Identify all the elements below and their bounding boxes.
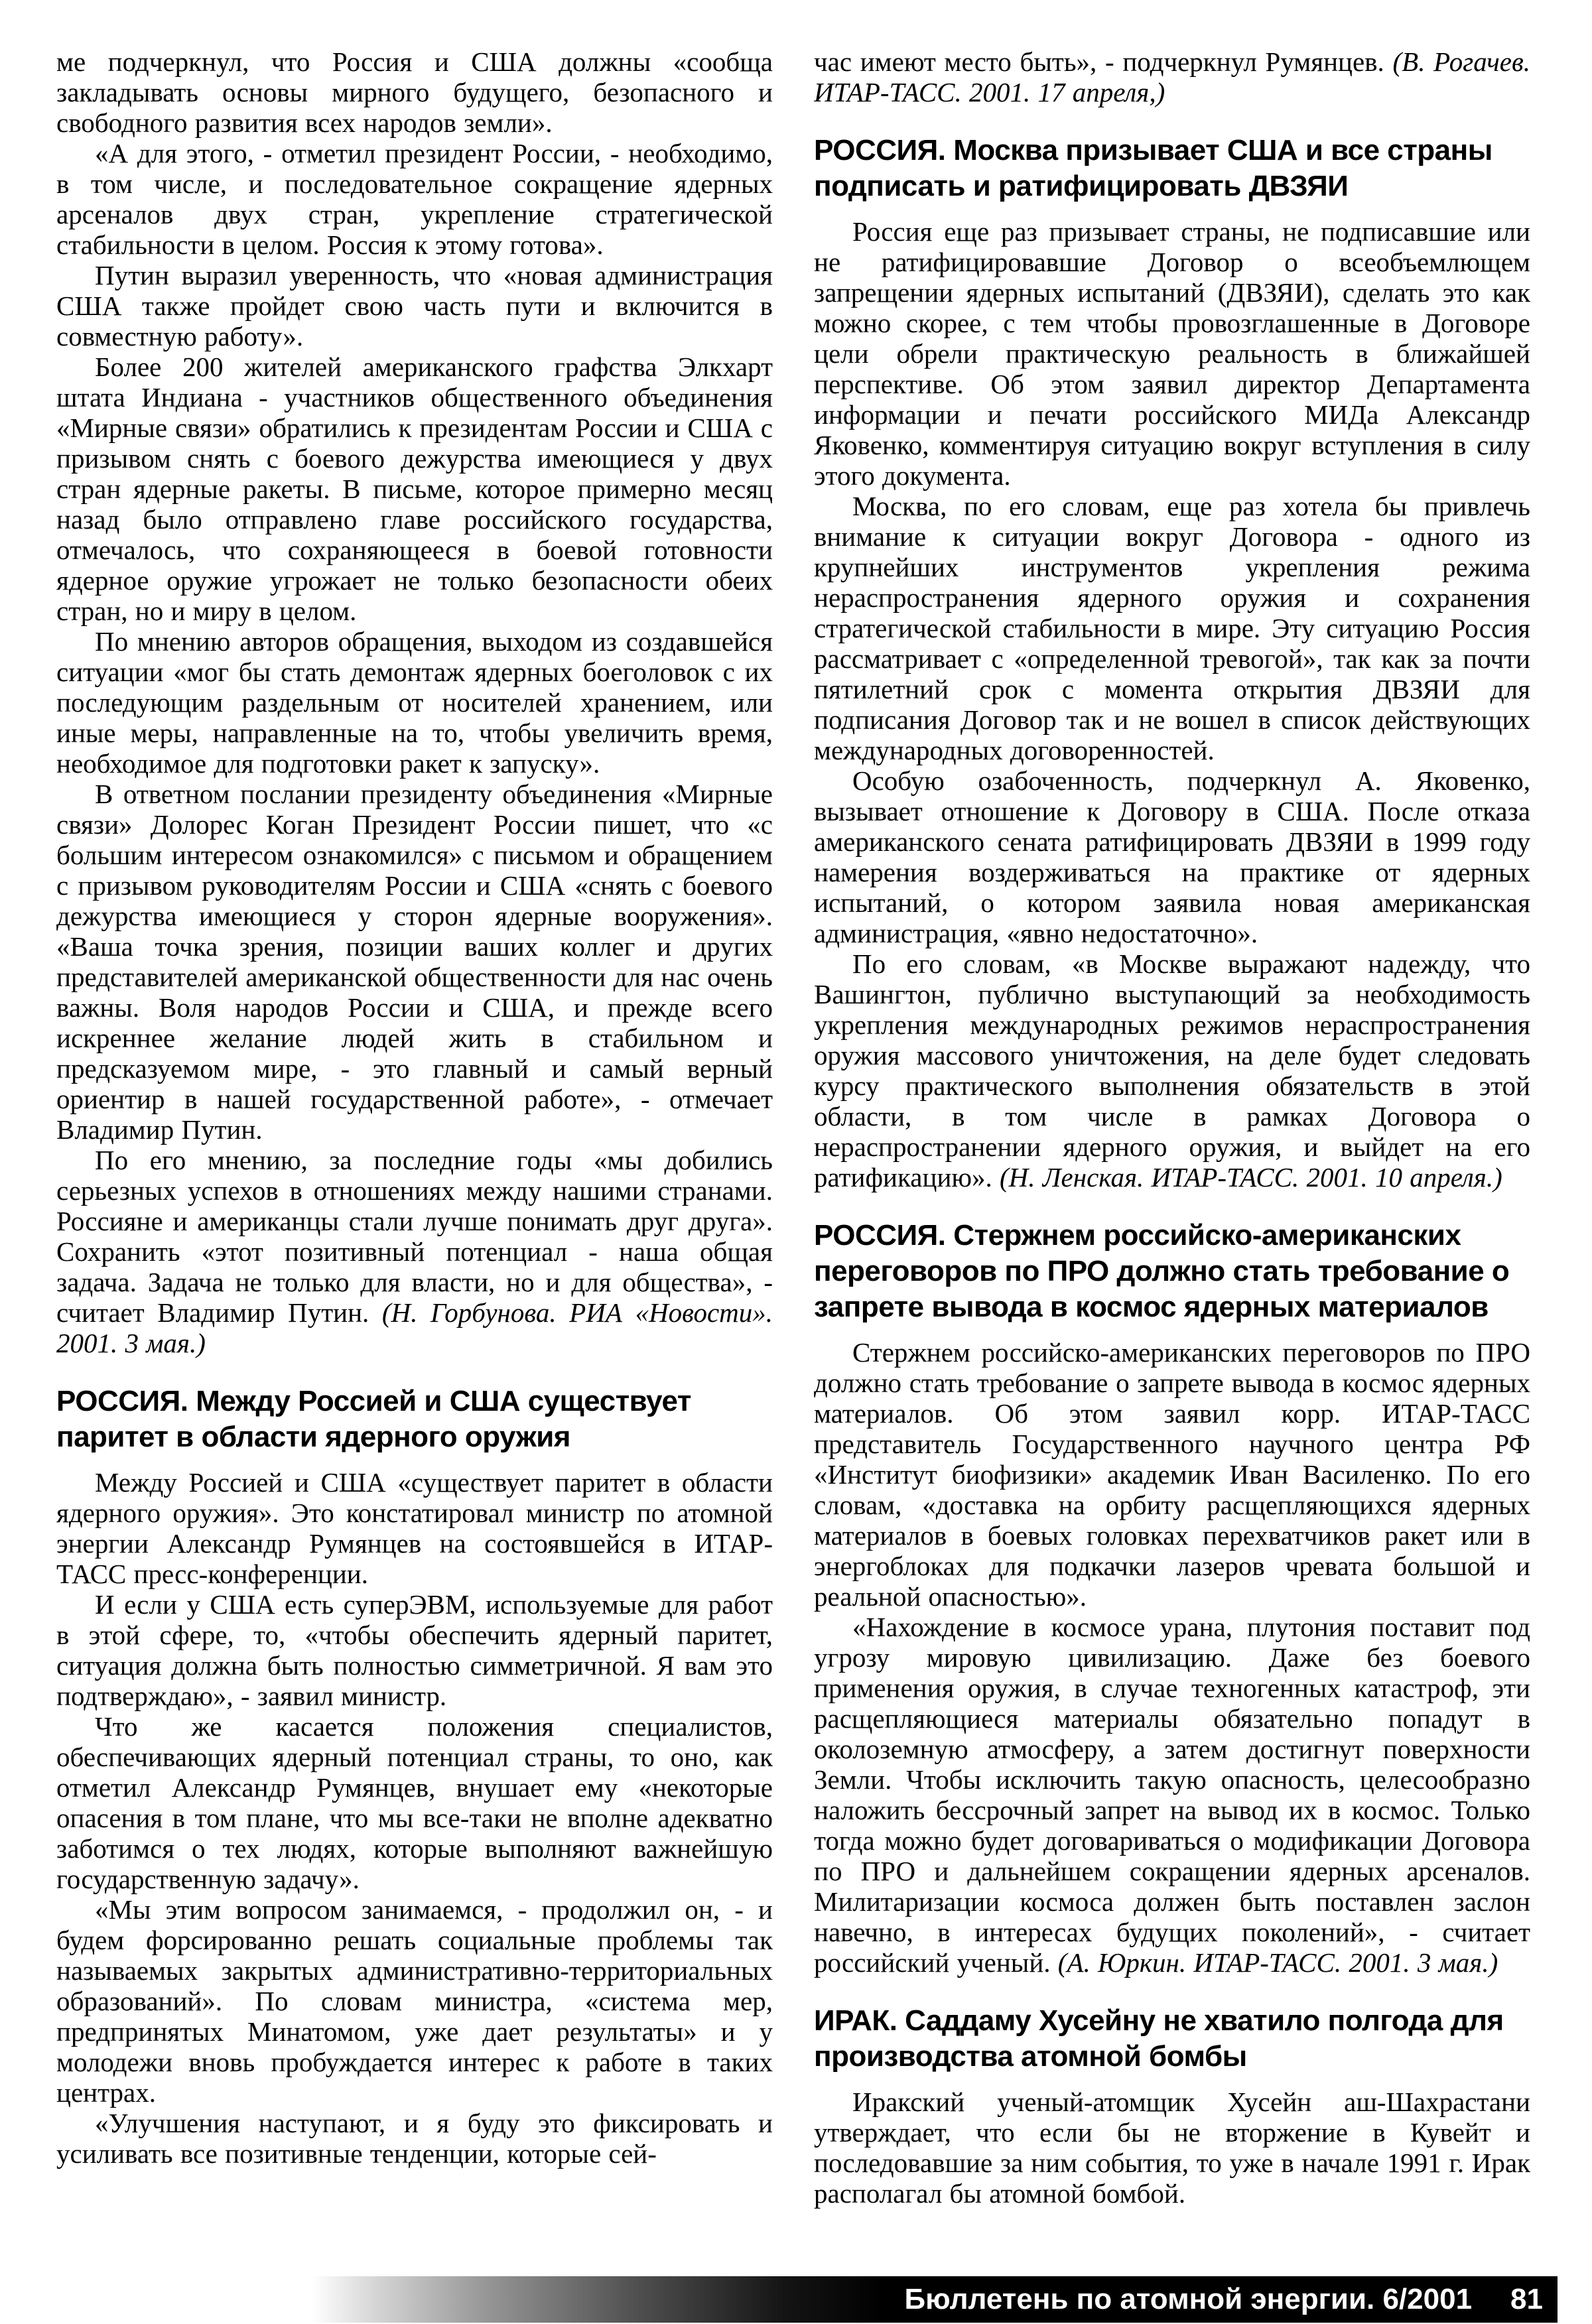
paragraph: час имеют место быть», - подчеркнул Румянцев. (В. Рогачев. ИТАР-ТАСС. 2001. 17 апреля,): [814, 46, 1530, 107]
column-right: [814, 46, 1530, 2268]
paragraph: Путин выразил уверенность, что «новая администрация США также пройдет свою часть пути и включится в совместную работу».: [56, 260, 773, 352]
paragraph: Особую озабоченность, подчеркнул А. Яковенко, вызывает отношение к Договору в США. После отказа американского сената ратифицировать ДВЗЯИ в 1999 году намерения воздерживаться на практике от ядерных испытаний, о котором заявила новая американская администрация, «явно недостаточно».: [814, 765, 1530, 948]
column-left: [56, 46, 773, 2268]
section-heading: РОССИЯ. Москва призывает США и все страны подписать и ратифицировать ДВЗЯИ: [814, 134, 1492, 202]
section-heading: ИРАК. Саддаму Хусейну не хватило полгода для производства атомной бомбы: [814, 2004, 1504, 2073]
paragraph: Россия еще раз призывает страны, не подписавшие или не ратифицировавшие Договор о всеобъемлющем запрещении ядерных испытаний (ДВЗЯИ), сделать это как можно скорее, с тем чтобы провозглашенные в Договоре цели обрели практическую реальность в ближайшей перспективе. Об этом заявил директор Департамента информации и печати российского МИДа Александр Яковенко, комментируя ситуацию вокруг вступления в силу этого документа.: [814, 216, 1530, 491]
source-citation: (В. Рогачев. ИТАР-ТАСС. 2001. 17 апреля,): [814, 46, 1530, 107]
paragraph: Что же касается положения специалистов, обеспечивающих ядерный потенциал страны, то оно, как отметил Александр Румянцев, внушает ему «некоторые опасения в том плане, что мы все-таки не вполне адекватно заботимся о тех людях, которые выполняют важнейшую государственную задачу».: [56, 1711, 773, 1894]
footer-text: [904, 2276, 1543, 2323]
paragraph: Между Россией и США «существует паритет в области ядерного оружия». Это констатировал министр по атомной энергии Александр Румянцев на состоявшейся в ИТАР-ТАСС пресс-конференции.: [56, 1467, 773, 1589]
source-citation: (А. Юркин. ИТАР-ТАСС. 2001. 3 мая.): [1057, 1947, 1498, 1978]
text-columns: [56, 46, 1530, 2268]
paragraph: ме подчеркнул, что Россия и США должны «сообща закладывать основы мирного будущего, безопасного и свободного развития всех народов земли».: [56, 46, 773, 138]
footer-page-number: 81: [1510, 2283, 1543, 2315]
footer-journal-label: Бюллетень по атомной энергии. 6/2001: [904, 2283, 1473, 2315]
section-heading: РОССИЯ. Стержнем российско-американских переговоров по ПРО должно стать требование о запрете вывода в космос ядерных материалов: [814, 1219, 1510, 1323]
paragraph: И если у США есть суперЭВМ, используемые для работ в этой сфере, то, «чтобы обеспечить ядерный паритет, ситуация должна быть полностью симметричной. Я вам это подтверждаю», - заявил министр.: [56, 1589, 773, 1711]
paragraph: Стержнем российско-американских переговоров по ПРО должно стать требование о запрете вывода в космос ядерных материалов. Об этом заявил корр. ИТАР-ТАСС представитель Государственного научного центра РФ «Институт биофизики» академик Иван Василенко. По его словам, «доставка на орбиту расщепляющихся ядерных материалов в боевых головках перехватчиков ракет или в энергоблоках для подкачки лазеров чревата большой и реальной опасностью».: [814, 1337, 1530, 1612]
paragraph: Иракский ученый-атомщик Хусейн аш-Шахрастани утверждает, что если бы не вторжение в Кувейт и последовавшие за ним события, то уже в начале 1991 г. Ирак располагал бы атомной бомбой.: [814, 2087, 1530, 2209]
paragraph: По его мнению, за последние годы «мы добились серьезных успехов в отношениях между нашими странами. Россияне и американцы стали лучше понимать друг друга». Сохранить «этот позитивный потенциал - наша общая задача. Задача не только для власти, но и для общества», - считает Владимир Путин. (Н. Горбунова. РИА «Новости». 2001. 3 мая.): [56, 1145, 773, 1358]
paragraph: По мнению авторов обращения, выходом из создавшейся ситуации «мог бы стать демонтаж ядерных боеголовок с их последующим раздельным от носителей хранением, или иные меры, направленные на то, чтобы увеличить время, необходимое для подготовки ракет к запуску».: [56, 626, 773, 779]
paragraph: «Улучшения наступают, и я буду это фиксировать и усиливать все позитивные тенденции, которые сей-: [56, 2108, 773, 2169]
paragraph: «А для этого, - отметил президент России, - необходимо, в том числе, и последовательное сокращение ядерных арсеналов двух стран, укрепление стратегической стабильности в целом. Россия к этому готова».: [56, 138, 773, 260]
paragraph: «Нахождение в космосе урана, плутония поставит под угрозу мировую цивилизацию. Даже без боевого применения оружия, в случае техногенных катастроф, эти расщепляющиеся материалы обязательно попадут в околоземную атмосферу, а затем достигнут поверхности Земли. Чтобы исключить такую опасность, целесообразно наложить бессрочный запрет на вывод их в космос. Только тогда можно будет договариваться о модификации Договора по ПРО и дальнейшем сокращении ядерных арсеналов. Милитаризации космоса должен быть поставлен заслон навечно, в интересах будущих поколений», - считает российский ученый. (А. Юркин. ИТАР-ТАСС. 2001. 3 мая.): [814, 1612, 1530, 1978]
section-heading: РОССИЯ. Между Россией и США существует паритет в области ядерного оружия: [56, 1385, 691, 1453]
footer-bar: [312, 2276, 1558, 2323]
paragraph: По его словам, «в Москве выражают надежду, что Вашингтон, публично выступающий за необходимость укрепления международных режимов нераспространения оружия массового уничтожения, на деле будет следовать курсу практического выполнения обязательств в этой области, в том числе в рамках Договора о нераспространении ядерного оружия, и выйдет на его ратификацию». (Н. Ленская. ИТАР-ТАСС. 2001. 10 апреля.): [814, 948, 1530, 1193]
source-citation: (Н. Ленская. ИТАР-ТАСС. 2001. 10 апреля.): [1000, 1162, 1502, 1193]
paragraph: Москва, по его словам, еще раз хотела бы привлечь внимание к ситуации вокруг Договора - одного из крупнейших инструментов укрепления режима нераспространения ядерного оружия и сохранения стратегической стабильности в мире. Эту ситуацию Россия рассматривает с «определенной тревогой», так как за почти пятилетний срок с момента открытия ДВЗЯИ для подписания Договор так и не вошел в список действующих международных договоренностей.: [814, 491, 1530, 765]
paragraph: «Мы этим вопросом занимаемся, - продолжил он, - и будем форсированно решать социальные проблемы так называемых закрытых административно-территориальных образований». По словам министра, «система мер, предпринятых Минатомом, уже дает результаты» и у молодежи вновь пробуждается интерес к работе в таких центрах.: [56, 1894, 773, 2108]
source-citation: (Н. Горбунова. РИА «Новости». 2001. 3 мая.): [56, 1297, 773, 1358]
paragraph: Более 200 жителей американского графства Элкхарт штата Индиана - участников общественного объединения «Мирные связи» обратились к президентам России и США с призывом снять с боевого дежурства имеющиеся у двух стран ядерные ракеты. В письме, которое примерно месяц назад было отправлено главе российского государства, отмечалось, что сохраняющееся в боевой готовности ядерное оружие угрожает не только безопасности обеих стран, но и миру в целом.: [56, 352, 773, 626]
paragraph: В ответном послании президенту объединения «Мирные связи» Долорес Коган Президент России пишет, что «с большим интересом ознакомился» с письмом и обращением с призывом руководителям России и США «снять с боевого дежурства имеющиеся у сторон ядерные вооружения». «Ваша точка зрения, позиции ваших коллег и других представителей американской общественности для нас очень важны. Воля народов России и США, и прежде всего искреннее желание людей жить в стабильном и предсказуемом мире, - это главный и самый верный ориентир в нашей государственной работе», - отмечает Владимир Путин.: [56, 779, 773, 1145]
